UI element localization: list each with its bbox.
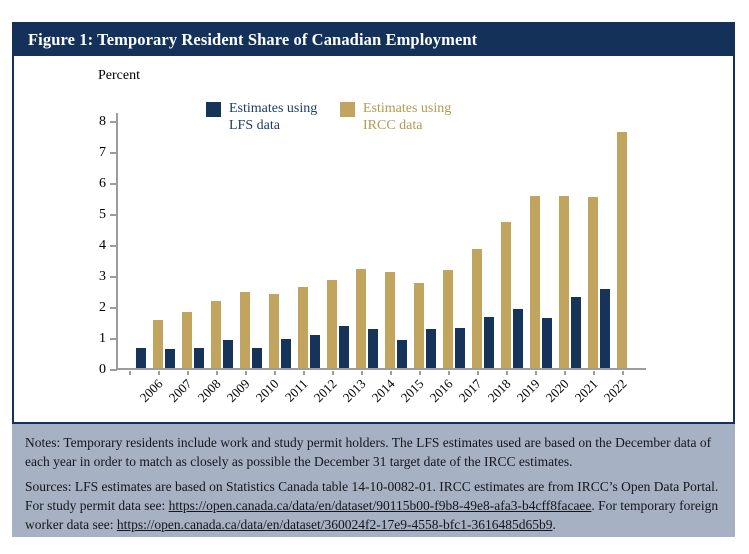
x-tick-label-2020: 2020 — [542, 376, 572, 405]
x-tick-label-2012: 2012 — [310, 376, 340, 405]
x-tick-mark — [158, 371, 160, 375]
tfw-link[interactable]: https://open.canada.ca/data/en/dataset/360024f2-17e9-4558-bfc1-3616485d65b9 — [116, 516, 553, 532]
bar-lfs-2022 — [600, 289, 610, 368]
x-tick-mark — [390, 371, 392, 375]
legend-label-ircc: Estimates using IRCC data — [363, 101, 452, 133]
bar-ircc-2009 — [240, 292, 250, 368]
x-tick-mark — [216, 371, 218, 375]
bar-lfs-2020 — [542, 318, 552, 368]
figure-frame — [12, 22, 735, 424]
bar-lfs-2007 — [165, 349, 175, 368]
notes-panel — [12, 424, 735, 537]
x-tick-label-2006: 2006 — [136, 376, 166, 405]
y-tick-label-3: 3 — [99, 269, 106, 284]
bar-ircc-2007 — [182, 312, 192, 368]
sources-text: Sources: LFS estimates are based on Statistics Canada table 14-10-0082-01. IRCC estimates are from IRCC’s Open Data Portal. For study permit data see: https://open.canada.ca/data/en/dataset/90115b00-f9b8-49e8-afa3-b4cff8facaee. For temporary foreign worker data see: https://open.canada.ca/data/en/dataset/360024f2-17e9-4558-bfc1-3616485d65b9. — [25, 479, 719, 532]
x-tick-label-2014: 2014 — [368, 376, 398, 405]
bar-ircc-2018 — [501, 222, 511, 368]
x-tick-mark — [245, 371, 247, 375]
bar-lfs-2013 — [339, 326, 349, 368]
bar-ircc-2022 — [617, 132, 627, 368]
x-tick-mark — [564, 371, 566, 375]
bar-ircc-2020 — [559, 196, 569, 368]
x-tick-label-2016: 2016 — [426, 376, 456, 405]
bar-lfs-2021 — [571, 297, 581, 368]
x-tick-mark — [477, 371, 479, 375]
y-tick-mark — [110, 338, 117, 340]
bar-lfs-2018 — [484, 317, 494, 368]
x-tick-label-2013: 2013 — [339, 376, 369, 405]
x-tick-mark — [361, 371, 363, 375]
x-tick-mark — [187, 371, 189, 375]
x-tick-label-2017: 2017 — [455, 376, 485, 405]
x-tick-mark — [535, 371, 537, 375]
chart-area — [14, 56, 733, 422]
x-tick-mark — [303, 371, 305, 375]
x-tick-label-2011: 2011 — [281, 376, 311, 405]
bar-lfs-2009 — [223, 340, 233, 368]
bar-lfs-2011 — [281, 339, 291, 368]
legend-label-lfs: Estimates using LFS data — [229, 101, 318, 133]
bar-lfs-2019 — [513, 309, 523, 368]
y-tick-mark — [110, 276, 117, 278]
bar-ircc-2008 — [211, 301, 221, 368]
notes-text: Notes: Temporary residents include work and study permit holders. The LFS estimates used are based on the December data of each year in order to match as closely as possible the December 31 target date of the IRCC estimates. — [25, 435, 712, 469]
bar-lfs-2014 — [368, 329, 378, 368]
bar-lfs-2012 — [310, 335, 320, 368]
y-tick-mark — [110, 307, 117, 309]
x-tick-label-2019: 2019 — [513, 376, 543, 405]
y-tick-label-6: 6 — [99, 176, 106, 191]
x-tick-label-2008: 2008 — [194, 376, 224, 405]
study-permit-link[interactable]: https://open.canada.ca/data/en/dataset/90115b00-f9b8-49e8-afa3-b4cff8facaee — [168, 497, 592, 513]
bar-lfs-2016 — [426, 329, 436, 368]
bar-ircc-2016 — [443, 270, 453, 368]
x-tick-mark — [419, 371, 421, 375]
x-tick-mark — [448, 371, 450, 375]
figure-title: Figure 1: Temporary Resident Share of Canadian Employment — [28, 30, 478, 49]
y-tick-label-7: 7 — [99, 145, 106, 160]
x-tick-mark — [622, 371, 624, 375]
bar-ircc-2013 — [356, 269, 366, 368]
y-tick-mark — [110, 152, 117, 154]
bar-lfs-2017 — [455, 328, 465, 368]
x-tick-label-2018: 2018 — [484, 376, 514, 405]
y-tick-mark — [110, 245, 117, 247]
y-tick-label-1: 1 — [99, 331, 106, 346]
y-tick-mark — [110, 214, 117, 216]
y-tick-mark — [110, 121, 117, 123]
bar-lfs-2006 — [136, 348, 146, 368]
y-tick-label-4: 4 — [99, 238, 106, 253]
x-tick-label-2009: 2009 — [223, 376, 253, 405]
y-tick-mark — [110, 369, 117, 371]
x-tick-label-2010: 2010 — [252, 376, 282, 405]
plot-area — [116, 113, 646, 370]
bar-ircc-2015 — [414, 283, 424, 368]
bar-lfs-2008 — [194, 348, 204, 368]
bar-lfs-2010 — [252, 348, 262, 368]
y-tick-label-0: 0 — [99, 362, 106, 377]
x-tick-mark — [129, 371, 131, 375]
x-tick-mark — [593, 371, 595, 375]
bar-ircc-2006 — [153, 320, 163, 368]
x-tick-label-2021: 2021 — [571, 376, 601, 405]
x-tick-mark — [332, 371, 334, 375]
x-tick-label-2015: 2015 — [397, 376, 427, 405]
bar-ircc-2010 — [269, 294, 279, 368]
x-tick-mark — [506, 371, 508, 375]
y-tick-mark — [110, 183, 117, 185]
y-tick-label-5: 5 — [99, 207, 106, 222]
bar-ircc-2012 — [327, 280, 337, 368]
figure-title-bar — [14, 24, 733, 56]
x-tick-label-2022: 2022 — [600, 376, 630, 405]
bar-lfs-2015 — [397, 340, 407, 368]
x-tick-label-2007: 2007 — [165, 376, 195, 405]
y-tick-label-2: 2 — [99, 300, 106, 315]
bar-ircc-2021 — [588, 197, 598, 368]
bar-ircc-2019 — [530, 196, 540, 368]
x-tick-mark — [274, 371, 276, 375]
bar-ircc-2014 — [385, 272, 395, 368]
bar-ircc-2017 — [472, 249, 482, 368]
y-tick-label-8: 8 — [99, 114, 106, 129]
bar-ircc-2011 — [298, 287, 308, 368]
axis-unit-label: Percent — [98, 68, 140, 83]
